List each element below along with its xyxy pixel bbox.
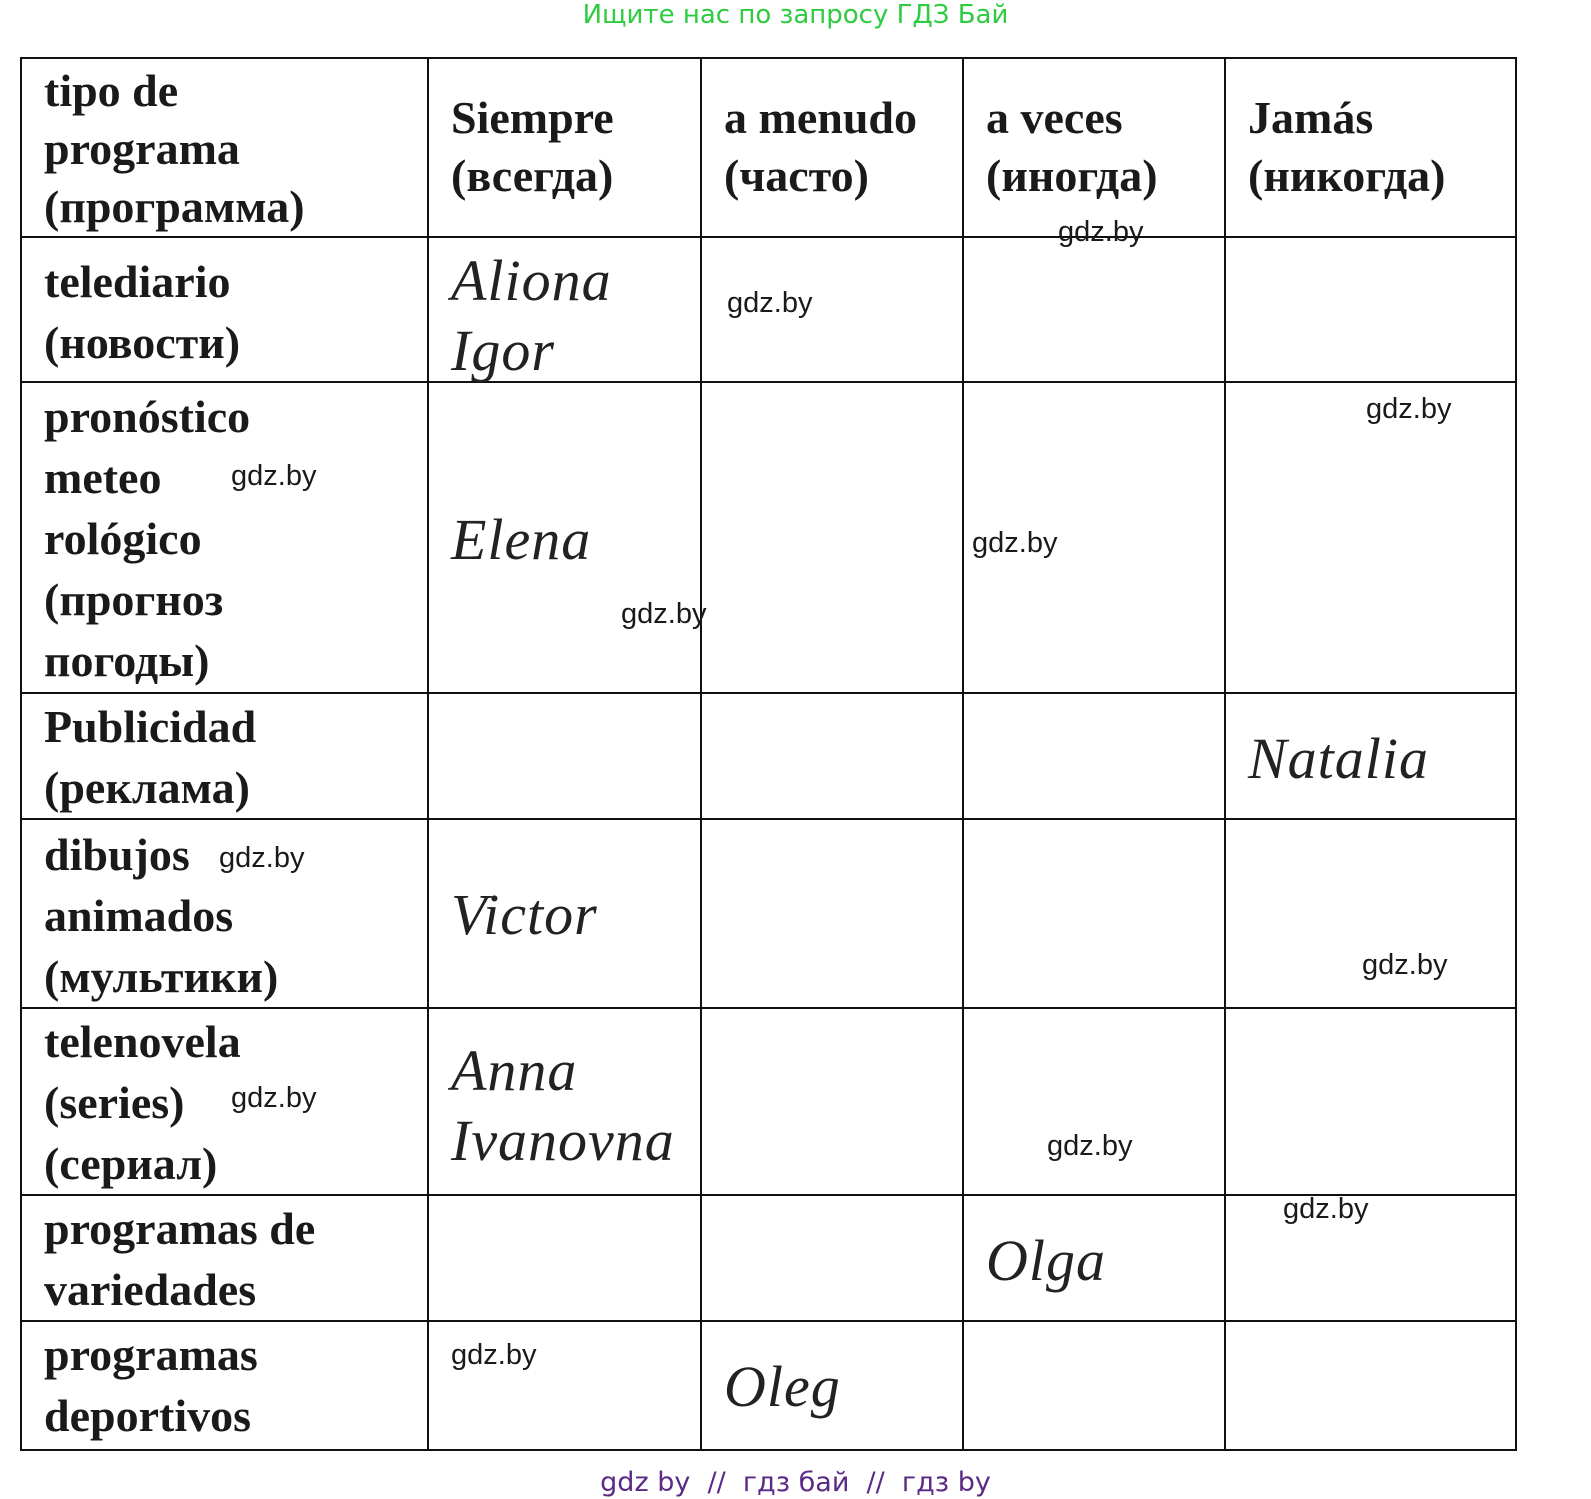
- jamas-cell: [1225, 1008, 1516, 1195]
- header-cell-jamas: [1225, 58, 1516, 237]
- header-cell-a-veces: [963, 58, 1225, 237]
- tv-programs-table: [20, 57, 1517, 1451]
- header-cell-a-menudo: [701, 58, 963, 237]
- row-label: pronóstico meteo rológico (прогноз погоды): [44, 391, 251, 686]
- watermark: gdz.by: [727, 287, 813, 319]
- row-label: programas deportivos: [44, 1329, 258, 1441]
- a-veces-cell: [963, 237, 1225, 382]
- watermark: gdz.by: [1283, 1193, 1369, 1225]
- a-veces-cell: [963, 1195, 1225, 1321]
- watermark: gdz.by: [972, 527, 1058, 559]
- row-label-cell: [21, 382, 428, 693]
- watermark: gdz.by: [231, 460, 317, 492]
- table-row: [21, 382, 1516, 693]
- row-label-cell: [21, 237, 428, 382]
- row-label-cell: [21, 693, 428, 819]
- a-menudo-cell: [701, 1195, 963, 1321]
- watermark: gdz.by: [219, 842, 305, 874]
- a-menudo-cell: [701, 382, 963, 693]
- a-veces-cell: [963, 693, 1225, 819]
- jamas-cell: [1225, 382, 1516, 693]
- row-label: Publicidad (реклама): [44, 701, 257, 813]
- table-row: [21, 693, 1516, 819]
- row-label: telenovela (series) (сериал): [44, 1016, 241, 1189]
- a-menudo-cell: [701, 693, 963, 819]
- jamas-cell: [1225, 1195, 1516, 1321]
- a-veces-cell: [963, 1321, 1225, 1450]
- respondent-name: Oleg: [724, 1354, 841, 1419]
- respondent-name: Anna Ivanovna: [451, 1038, 675, 1173]
- header-label: Siempre (всегда): [451, 92, 614, 201]
- header-label: Jamás (никогда): [1248, 92, 1446, 201]
- siempre-cell: [428, 819, 701, 1008]
- watermark: gdz.by: [231, 1082, 317, 1114]
- respondent-name: Aliona Igor: [451, 248, 612, 383]
- respondent-name: Victor: [451, 882, 598, 947]
- respondent-name: Natalia: [1248, 726, 1430, 791]
- siempre-cell: [428, 1195, 701, 1321]
- respondent-name: Olga: [986, 1228, 1106, 1293]
- jamas-cell: [1225, 693, 1516, 819]
- jamas-cell: [1225, 1321, 1516, 1450]
- header-label: tipo de programa (программа): [44, 65, 305, 232]
- watermark: gdz.by: [621, 598, 707, 630]
- siempre-cell: [428, 237, 701, 382]
- header-cell-program-type: [21, 58, 428, 237]
- header-label: a menudo (часто): [724, 92, 917, 201]
- header-label: a veces (иногда): [986, 92, 1158, 201]
- row-label: dibujos animados (мультики): [44, 829, 279, 1002]
- siempre-cell: [428, 693, 701, 819]
- a-menudo-cell: [701, 819, 963, 1008]
- table-row: [21, 1321, 1516, 1450]
- row-label-cell: [21, 1195, 428, 1321]
- siempre-cell: [428, 382, 701, 693]
- siempre-cell: [428, 1008, 701, 1195]
- respondent-name: Elena: [451, 507, 592, 572]
- row-label: telediario (новости): [44, 256, 241, 368]
- header-row: [21, 58, 1516, 237]
- watermark: gdz.by: [1058, 216, 1144, 248]
- row-label: programas de variedades: [44, 1203, 316, 1315]
- watermark: gdz.by: [1362, 949, 1448, 981]
- watermark: gdz.by: [451, 1339, 537, 1371]
- top-banner: Ищите нас по запросу ГДЗ Бай: [582, 0, 1009, 30]
- jamas-cell: [1225, 237, 1516, 382]
- row-label-cell: [21, 1008, 428, 1195]
- a-menudo-cell: [701, 1008, 963, 1195]
- a-menudo-cell: [701, 1321, 963, 1450]
- a-veces-cell: [963, 1008, 1225, 1195]
- watermark: gdz.by: [1366, 393, 1452, 425]
- header-cell-siempre: [428, 58, 701, 237]
- bottom-banner: gdz by // гдз бай // гдз by: [600, 1467, 991, 1498]
- row-label-cell: [21, 1321, 428, 1450]
- watermark: gdz.by: [1047, 1130, 1133, 1162]
- a-veces-cell: [963, 819, 1225, 1008]
